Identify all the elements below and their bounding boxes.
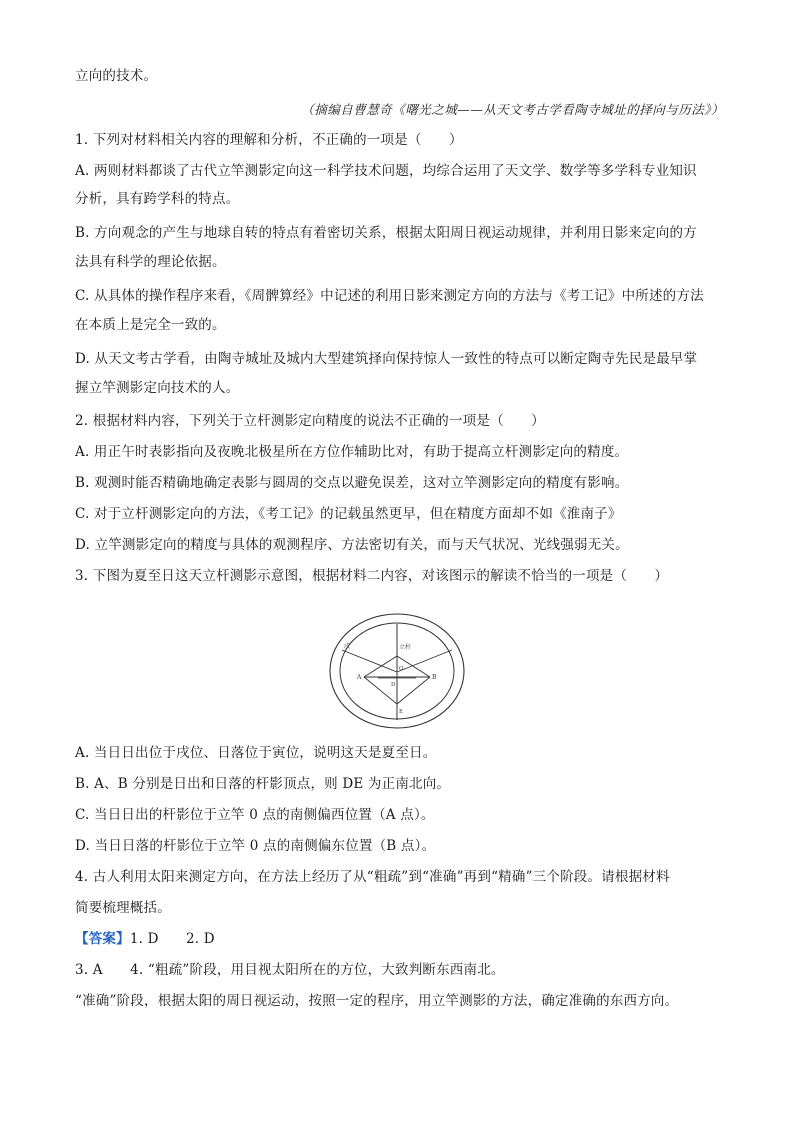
- q1-option-a-line-1: A. 两则材料都谈了古代立竿测影定向这一科学技术问题，均综合运用了天文学、数学等多学科专业知识: [75, 163, 697, 179]
- label-point-a: A: [357, 674, 362, 681]
- q1-option-d-line-2: 握立竿测影定向技术的人。: [75, 380, 240, 396]
- shadow-b-lower: [397, 677, 430, 704]
- q1-option-c-line-2: 在本质上是完全一致的。: [75, 317, 226, 333]
- answer-line-1: [75, 929, 725, 949]
- label-west-edge: 戌: [344, 643, 351, 650]
- q2-option-b: B. 观测时能否精确地确定表影与圆周的交点以避免误差，这对立竿测影定向的精度有影响。: [75, 475, 629, 491]
- question-4-stem-line-2: 简要梳理概括。: [75, 900, 171, 916]
- answer-choices-1-2: 1. D 2. D: [129, 931, 215, 947]
- label-point-e: E: [399, 709, 404, 715]
- shadow-a-upper: [364, 656, 397, 677]
- q1-option-b-line-1: B. 方向观念的产生与地球自转的特点有着密切关系，根据太阳周日视运动规律，并利用日影来定向的方: [75, 225, 697, 241]
- q2-option-d: D. 立竿测影定向的精度与具体的观测程序、方法密切有关，而与天气状况、光线强弱无关。: [75, 537, 629, 553]
- source-citation: （摘编自曹慧奇《曙光之城——从天文考古学看陶寺城址的择向与历法》）: [301, 102, 724, 117]
- label-pole: 立杆: [399, 644, 412, 651]
- q3-option-b: B. A、B 分别是日出和日落的杆影顶点，则 DE 为正南北向。: [75, 776, 451, 792]
- q3-option-c: C. 当日日出的杆影位于立竿 0 点的南侧偏西位置（A 点）。: [75, 807, 435, 823]
- intro-fragment: 立向的技术。: [75, 68, 158, 84]
- q1-option-c-line-1: C. 从具体的操作程序来看，《周髀算经》中记述的利用日影来测定方向的方法与《考工记》中所述的方法: [75, 288, 704, 304]
- q1-option-a-line-2: 分析，具有跨学科的特点。: [75, 191, 240, 207]
- label-point-d: D: [391, 682, 396, 688]
- question-4-stem-line-1: 4. 古人利用太阳来测定方向，在方法上经历了从“粗疏”到“准确”再到“精确”三个阶段。请根据材料: [75, 869, 670, 885]
- shadow-measurement-diagram: [328, 612, 466, 730]
- q2-option-a: A. 用正午时表影指向及夜晚北极星所在方位作辅助比对，有助于提高立杆测影定向的精度。: [75, 444, 629, 460]
- q1-option-d-line-1: D. 从天文考古学看，由陶寺城址及城内大型建筑择向保持惊人一致性的特点可以断定陶寺先民是最早掌: [75, 351, 698, 367]
- label-point-o: O: [399, 666, 404, 672]
- answer-tag: 【答案】: [75, 931, 130, 947]
- q3-option-d: D. 当日日落的杆影位于立竿 0 点的南侧偏东位置（B 点）。: [75, 838, 436, 854]
- q2-option-c: C. 对于立杆测影定向的方法，《考工记》的记载虽然更早，但在精度方面却不如《淮南子》: [75, 506, 622, 522]
- answer-line-2: 3. A 4. “粗疏”阶段，用目视太阳所在的方位，大致判断东西南北。: [75, 962, 505, 978]
- label-point-b: B: [432, 674, 437, 681]
- question-1-stem: 1. 下列对材料相关内容的理解和分析，不正确的一项是（ ）: [75, 132, 463, 148]
- q1-option-b-line-2: 法具有科学的理论依据。: [75, 254, 226, 270]
- question-2-stem: 2. 根据材料内容，下列关于立杆测影定向精度的说法不正确的一项是（ ）: [75, 413, 545, 429]
- q3-option-a: A. 当日日出位于戌位、日落位于寅位，说明这天是夏至日。: [75, 745, 437, 761]
- answer-line-3: “准确”阶段，根据太阳的周日视运动，按照一定的程序，用立竿测影的方法，确定准确的东西方向。: [75, 993, 679, 1009]
- question-3-stem: 3. 下图为夏至日这天立杆测影示意图，根据材料二内容，对该图示的解读不恰当的一项是（ ）: [75, 568, 669, 584]
